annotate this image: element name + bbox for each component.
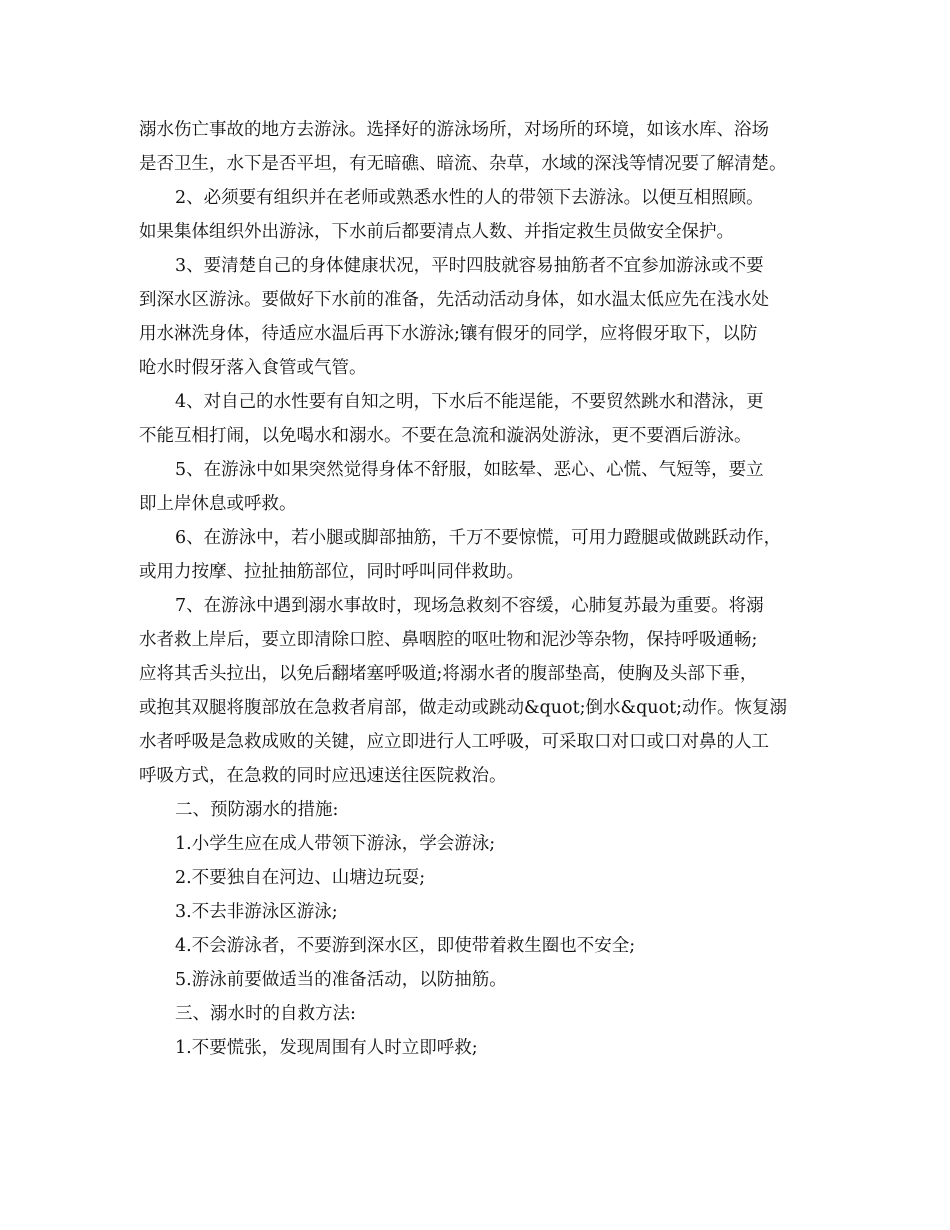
text-line: 溺水伤亡事故的地方去游泳。选择好的游泳场所，对场所的环境，如该水库、浴场 — [139, 120, 769, 140]
document-body — [139, 113, 815, 1065]
text-line: 呼吸方式，在急救的同时应迅速送往医院救治。 — [139, 766, 507, 786]
section-heading: 二、预防溺水的措施: — [175, 800, 339, 820]
text-line: 4、对自己的水性要有自知之明，下水后不能逞能，不要贸然跳水和潜泳，更 — [175, 392, 764, 412]
text-line: 即上岸休息或呼救。 — [139, 494, 297, 514]
text-line: 呛水时假牙落入食管或气管。 — [139, 358, 367, 378]
text-line: 或抱其双腿将腹部放在急救者肩部，做走动或跳动&quot;倒水&quot;动作。恢复溺 — [139, 698, 788, 718]
text-line: 或用力按摩、拉扯抽筋部位，同时呼叫同伴救助。 — [139, 562, 524, 582]
list-item: 3.不去非游泳区游泳; — [175, 902, 338, 922]
list-item: 5.游泳前要做适当的准备活动，以防抽筋。 — [175, 970, 507, 990]
list-item: 2.不要独自在河边、山塘边玩耍; — [175, 868, 426, 888]
list-item: 4.不会游泳者，不要游到深水区，即使带着救生圈也不安全; — [175, 936, 636, 956]
text-line: 2、必须要有组织并在老师或熟悉水性的人的带领下去游泳。以便互相照顾。 — [175, 188, 764, 208]
text-line: 7、在游泳中遇到溺水事故时，现场急救刻不容缓，心肺复苏最为重要。将溺 — [175, 596, 764, 616]
text-line: 用水淋洗身体，待适应水温后再下水游泳;镶有假牙的同学，应将假牙取下，以防 — [139, 324, 758, 344]
list-item: 1.不要慌张，发现周围有人时立即呼救; — [175, 1038, 478, 1058]
text-line: 水者救上岸后，要立即清除口腔、鼻咽腔的呕吐物和泥沙等杂物，保持呼吸通畅; — [139, 630, 758, 650]
text-line: 6、在游泳中，若小腿或脚部抽筋，千万不要惊慌，可用力蹬腿或做跳跃动作， — [175, 528, 782, 548]
text-line: 如果集体组织外出游泳，下水前后都要清点人数、并指定救生员做安全保护。 — [139, 222, 734, 242]
text-line: 不能互相打闹，以免喝水和溺水。不要在急流和漩涡处游泳，更不要酒后游泳。 — [139, 426, 752, 446]
list-item: 1.小学生应在成人带领下游泳，学会游泳; — [175, 834, 496, 854]
text-line: 3、要清楚自己的身体健康状况，平时四肢就容易抽筋者不宜参加游泳或不要 — [175, 256, 764, 276]
section-heading: 三、溺水时的自救方法: — [175, 1004, 356, 1024]
text-line: 5、在游泳中如果突然觉得身体不舒服，如眩晕、恶心、心慌、气短等，要立 — [175, 460, 764, 480]
text-line: 水者呼吸是急救成败的关键，应立即进行人工呼吸，可采取口对口或口对鼻的人工 — [139, 732, 769, 752]
text-line: 是否卫生，水下是否平坦，有无暗礁、暗流、杂草，水域的深浅等情况要了解清楚。 — [139, 154, 787, 174]
text-line: 应将其舌头拉出，以免后翻堵塞呼吸道;将溺水者的腹部垫高，使胸及头部下垂， — [139, 664, 758, 684]
text-line: 到深水区游泳。要做好下水前的准备，先活动活动身体，如水温太低应先在浅水处 — [139, 290, 769, 310]
